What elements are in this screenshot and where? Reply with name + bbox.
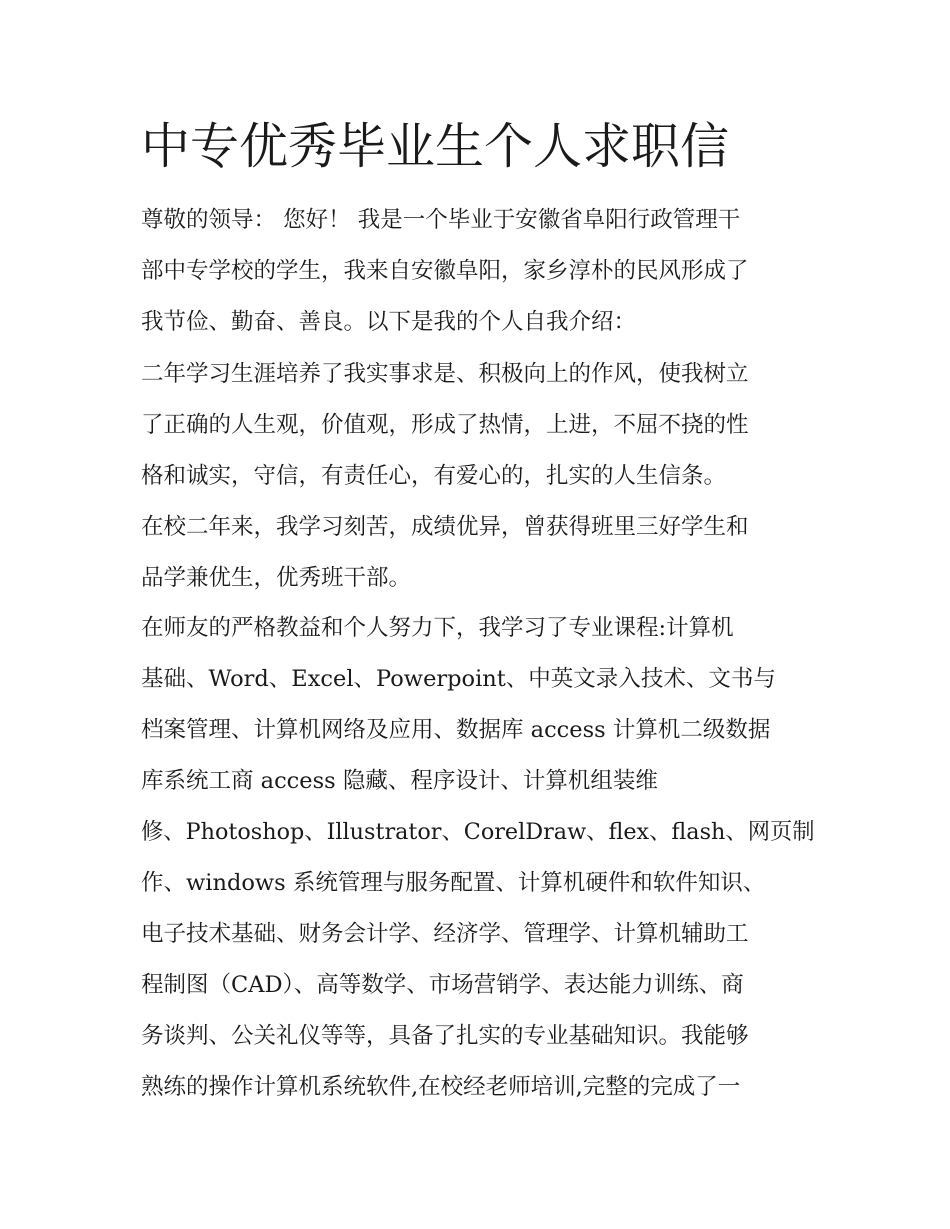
body-line: 品学兼优生，优秀班干部。 — [141, 565, 412, 591]
body-line: 格和诚实，守信，有责任心，有爱心的，扎实的人生信条。 — [141, 463, 727, 489]
body-line: 我节俭、勤奋、善良。以下是我的个人自我介绍： — [141, 309, 637, 335]
body-line: 在师友的严格教益和个人努力下，我学习了专业课程:计算机 — [141, 615, 734, 641]
body-line: 了正确的人生观，价值观，形成了热情，上进，不屈不挠的性 — [141, 412, 749, 438]
body-line: 部中专学校的学生，我来自安徽阜阳，家乡淳朴的民风形成了 — [141, 258, 749, 284]
body-line: 基础、Word、Excel、Powerpoint、中英文录入技术、文书与 — [141, 666, 776, 692]
body-line: 尊敬的领导： 您好！ 我是一个毕业于安徽省阜阳行政管理干 — [141, 207, 741, 233]
body-line: 熟练的操作计算机系统软件,在校经老师培训,完整的完成了一 — [141, 1074, 741, 1100]
body-line: 修、Photoshop、Illustrator、CorelDraw、flex、flash、网页制 — [141, 819, 815, 845]
body-line: 库系统工商 access 隐藏、程序设计、计算机组装维 — [141, 768, 658, 794]
body-line: 在校二年来，我学习刻苦，成绩优异，曾获得班里三好学生和 — [141, 514, 749, 540]
document-title: 中专优秀毕业生个人求职信 — [141, 118, 730, 175]
body-line: 档案管理、计算机网络及应用、数据库 access 计算机二级数据 — [141, 717, 771, 743]
body-line: 电子技术基础、财务会计学、经济学、管理学、计算机辅助工 — [141, 921, 749, 947]
body-line: 务谈判、公关礼仪等等，具备了扎实的专业基础知识。我能够 — [141, 1023, 749, 1049]
body-line: 程制图（CAD）、高等数学、市场营销学、表达能力训练、商 — [141, 972, 744, 998]
body-line: 作、windows 系统管理与服务配置、计算机硬件和软件知识、 — [141, 870, 766, 896]
body-line: 二年学习生涯培养了我实事求是、积极向上的作风，使我树立 — [141, 361, 749, 387]
